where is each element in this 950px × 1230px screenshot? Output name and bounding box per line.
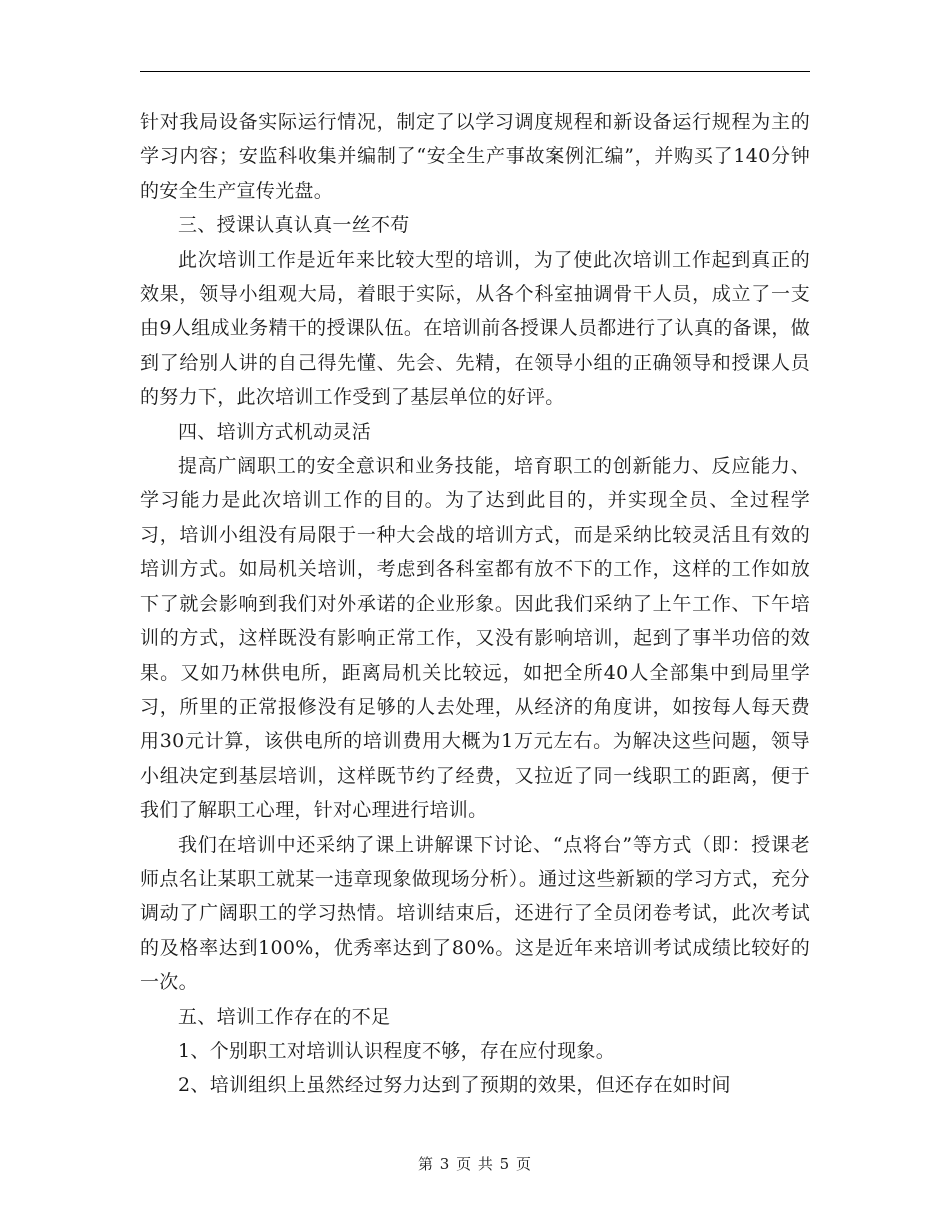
list-item-shortcoming-1: 1、个别职工对培训认识程度不够，存在应付现象。 (178, 1039, 615, 1062)
section-heading-5: 五、培训工作存在的不足 (178, 1005, 391, 1028)
paragraph-content-intro: 针对我局设备实际运行情况，制定了以学习调度规程和新设备运行规程为主的学习内容；安监科收集并编制了“安全生产事故案例汇编”，并购买了140分钟的安全生产宣传光盘。 (140, 111, 810, 202)
list-item-shortcoming-2: 2、培训组织上虽然经过努力达到了预期的效果，但还存在如时间 (178, 1074, 731, 1097)
document-body (140, 105, 810, 1103)
header-rule (140, 71, 810, 72)
paragraph-teaching: 此次培训工作是近年来比较大型的培训，为了使此次培训工作起到真正的效果，领导小组观大局，着眼于实际，从各个科室抽调骨干人员，成立了一支由9人组成业务精干的授课队伍。在培训前各授课人员都进行了认真的备课，做到了给别人讲的自己得先懂、先会、先精，在领导小组的正确领导和授课人员的努力下，此次培训工作受到了基层单位的好评。 (140, 248, 810, 409)
page-footer: 第 3 页 共 5 页 (418, 1155, 532, 1173)
section-heading-4: 四、培训方式机动灵活 (178, 420, 372, 443)
paragraph-exam-results: 我们在培训中还采纳了课上讲解课下讨论、“点将台”等方式（即：授课老师点名让某职工就某一违章现象做现场分析）。通过这些新颖的学习方式，充分调动了广阔职工的学习热情。培训结束后，还进行了全员闭卷考试，此次考试的及格率达到100%，优秀率达到了80%。这是近年来培训考试成绩比较好的一次。 (140, 833, 810, 994)
section-heading-3: 三、授课认真认真一丝不苟 (178, 214, 410, 237)
paragraph-training-methods: 提高广阔职工的安全意识和业务技能，培育职工的创新能力、反应能力、学习能力是此次培训工作的目的。为了达到此目的，并实现全员、全过程学习，培训小组没有局限于一种大会战的培训方式，而是采纳比较灵活且有效的培训方式。如局机关培训，考虑到各科室都有放不下的工作，这样的工作如放下了就会影响到我们对外承诺的企业形象。因此我们采纳了上午工作、下午培训的方式，这样既没有影响正常工作，又没有影响培训，起到了事半功倍的效果。又如乃林供电所，距离局机关比较远，如把全所40人全部集中到局里学习，所里的正常报修没有足够的人去处理，从经济的角度讲，如按每人每天费用30元计算，该供电所的培训费用大概为1万元左右。为解决这些问题，领导小组决定到基层培训，这样既节约了经费，又拉近了同一线职工的距离，便于我们了解职工心理，针对心理进行培训。 (140, 455, 810, 822)
